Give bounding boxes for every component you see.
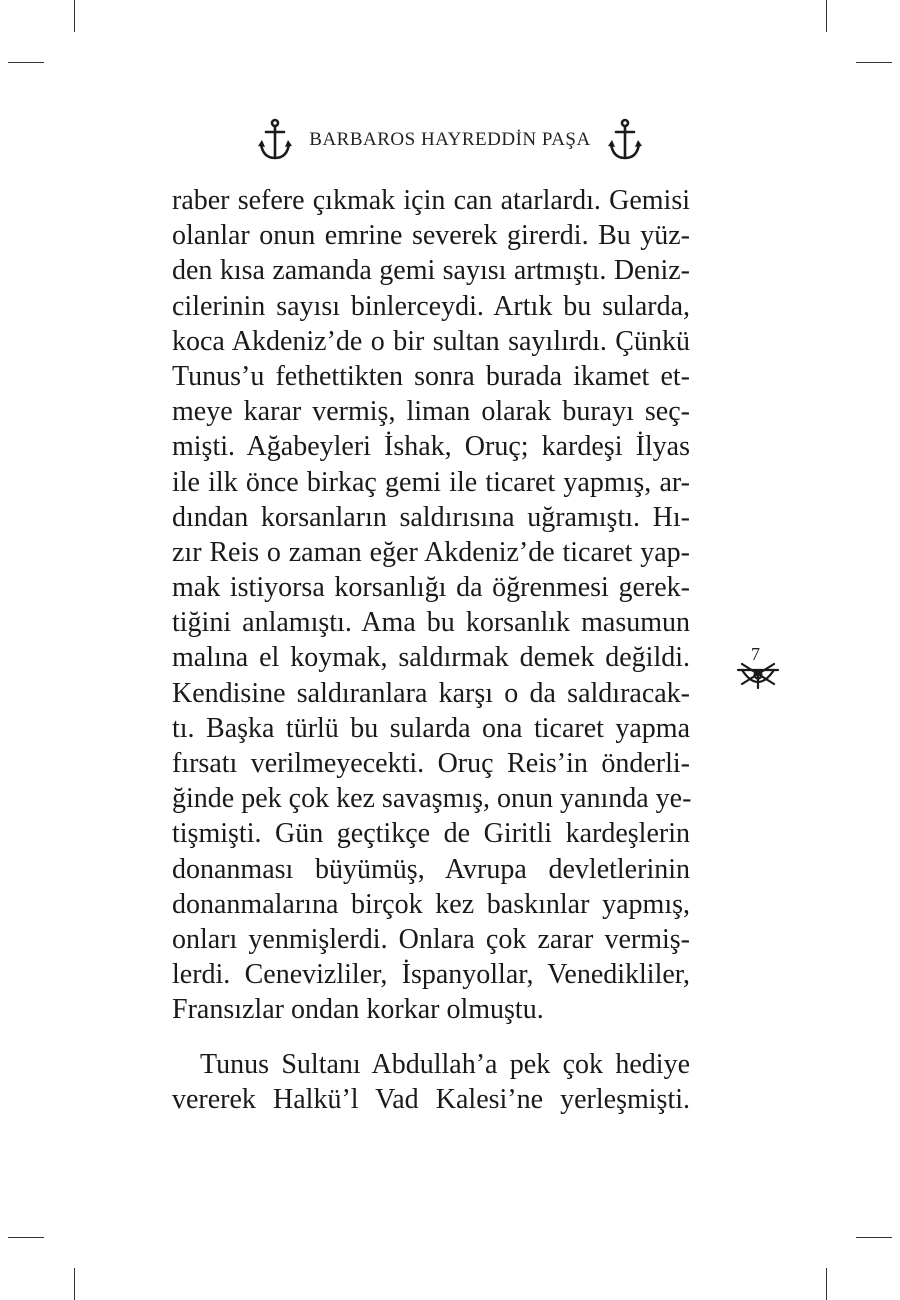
crop-mark-bottom-right: [826, 1268, 827, 1300]
crop-mark-left-bottom: [8, 1237, 44, 1238]
text-line: tiğini anlamıştı. Ama bu korsanlık masumun: [172, 607, 690, 639]
body-text: [172, 183, 690, 1117]
text-line: Tunus Sultanı Abdullah’a pek çok hediye: [200, 1048, 690, 1080]
text-line: mak istiyorsa korsanlığı da öğrenmesi gerek-: [172, 572, 690, 604]
text-line: vererek Halkü’l Vad Kalesi’ne yerleşmişti.: [172, 1083, 690, 1115]
text-line: ile ilk önce birkaç gemi ile ticaret yapmış, ar-: [172, 466, 690, 498]
text-line: Tunus’u fethettikten sonra burada ikamet et-: [172, 360, 690, 392]
text-line: Fransızlar ondan korkar olmuştu.: [172, 994, 544, 1026]
text-line: zır Reis o zaman eğer Akdeniz’de ticaret yap-: [172, 536, 690, 568]
text-line: dından korsanların saldırısına uğramıştı. Hı-: [172, 501, 690, 533]
text-line: raber sefere çıkmak için can atarlardı. Gemisi: [172, 185, 690, 216]
paragraph: [172, 183, 690, 1028]
crop-mark-top-left: [74, 0, 75, 32]
text-line: mişti. Ağabeyleri İshak, Oruç; kardeşi İlyas: [172, 431, 690, 463]
running-header: [0, 118, 900, 162]
text-line: den kısa zamanda gemi sayısı artmıştı. Deniz-: [172, 255, 690, 287]
anchor-icon: [257, 118, 293, 162]
text-line: onları yenmişlerdi. Onlara çok zarar vermiş-: [172, 923, 690, 955]
ship-wheel-icon: [736, 660, 780, 690]
text-line: fırsatı verilmeyecekti. Oruç Reis’in önderli-: [172, 748, 690, 779]
page-number: 7: [751, 644, 760, 664]
paragraph-gap: [172, 1028, 690, 1047]
text-line: malına el koymak, saldırmak demek değildi.: [172, 642, 690, 674]
anchor-icon: [607, 118, 643, 162]
text-line: meye karar vermiş, liman olarak burayı seç-: [172, 396, 690, 428]
crop-mark-top-right: [826, 0, 827, 32]
text-line: Kendisine saldıranlara karşı o da saldıracak-: [172, 677, 690, 709]
text-line: cilerinin sayısı binlerceydi. Artık bu sularda,: [172, 290, 690, 322]
crop-mark-right-top: [856, 62, 892, 63]
crop-mark-bottom-left: [74, 1268, 75, 1300]
running-title: BARBAROS HAYREDDİN PAŞA: [309, 129, 591, 150]
paragraph: [172, 1047, 690, 1117]
text-line: koca Akdeniz’de o bir sultan sayılırdı. Çünkü: [172, 325, 690, 357]
text-line: donanmalarına birçok kez baskınlar yapmış,: [172, 888, 690, 920]
text-line: tı. Başka türlü bu sularda ona ticaret yapma: [172, 712, 690, 744]
text-line: lerdi. Cenevizliler, İspanyollar, Venedikliler,: [172, 959, 690, 991]
text-line: tişmişti. Gün geçtikçe de Giritli kardeşlerin: [172, 818, 690, 850]
text-line: ğinde pek çok kez savaşmış, onun yanında ye-: [172, 783, 692, 815]
crop-mark-right-bottom: [856, 1237, 892, 1238]
crop-mark-left-top: [8, 62, 44, 63]
text-line: donanması büyümüş, Avrupa devletlerinin: [172, 853, 690, 885]
text-line: olanlar onun emrine severek girerdi. Bu yüz-: [172, 220, 690, 252]
